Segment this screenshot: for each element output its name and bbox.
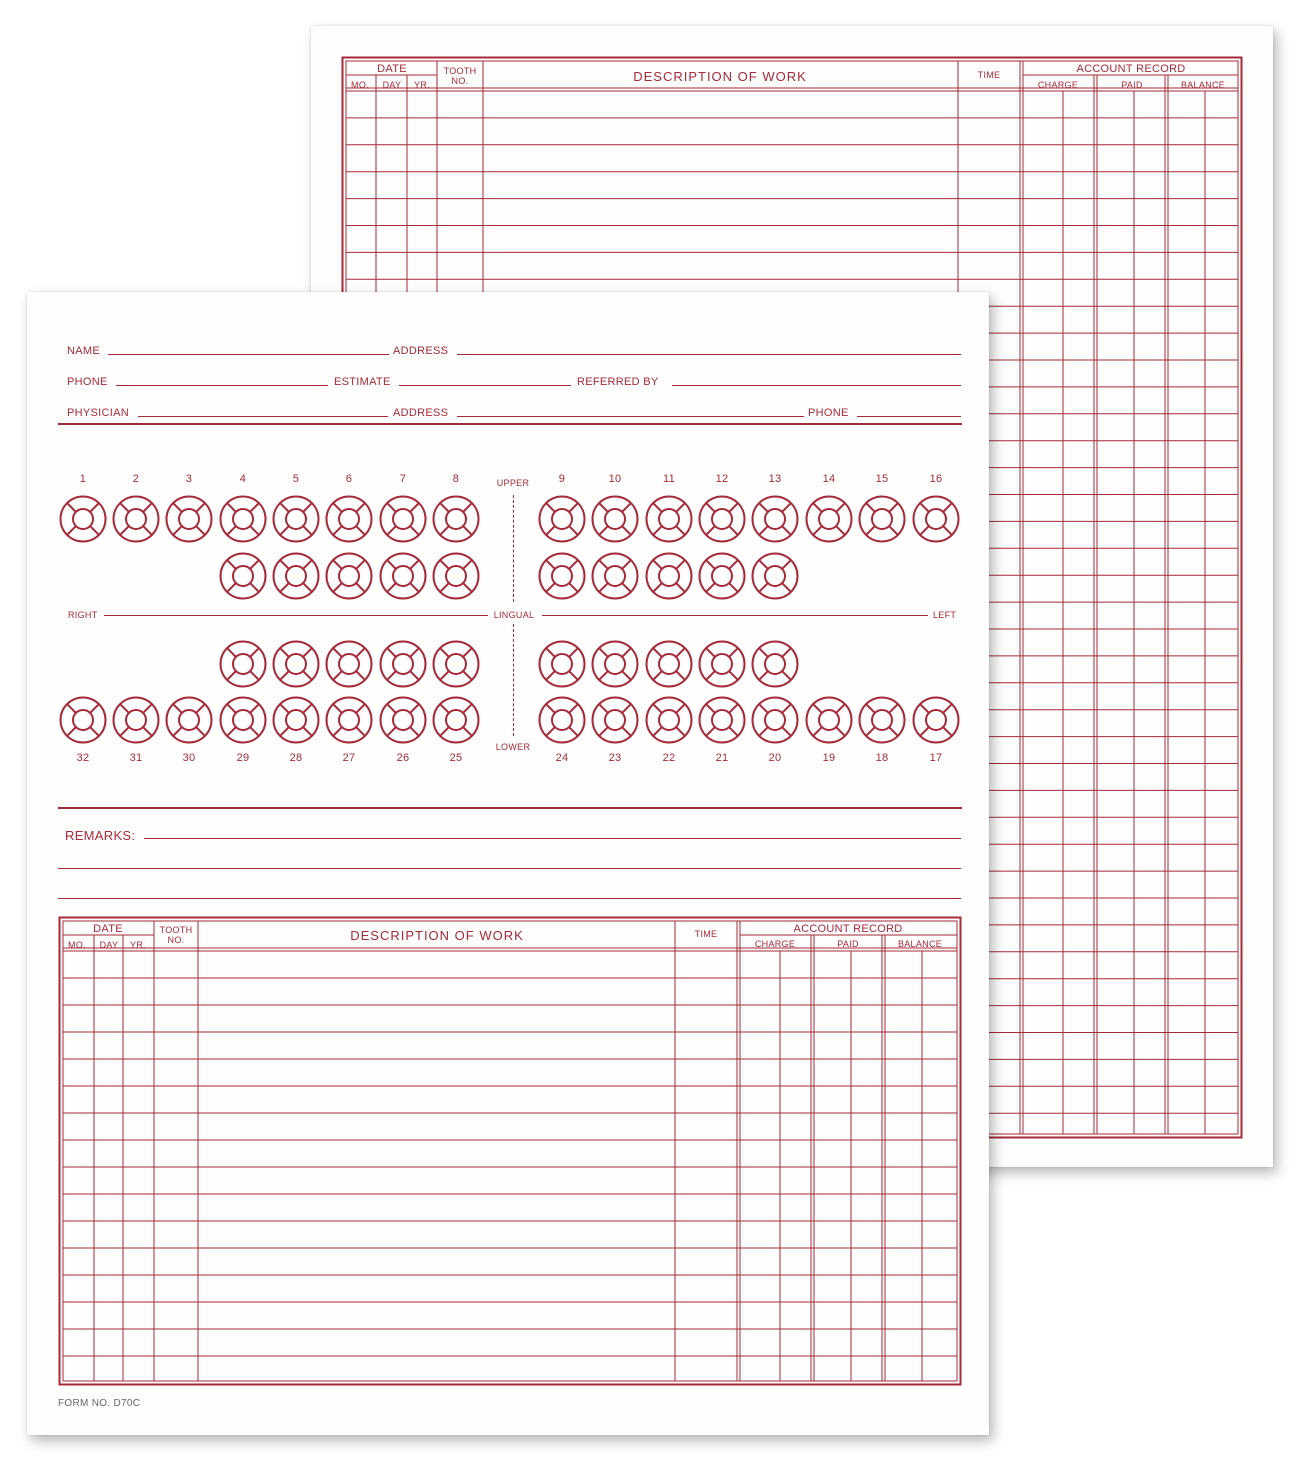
tooth-diagram-upper-inner-6[interactable] bbox=[325, 552, 373, 600]
tooth-number: 30 bbox=[182, 752, 196, 764]
tooth-number: 22 bbox=[662, 752, 676, 764]
tooth-number: 24 bbox=[555, 752, 569, 764]
front-paid-header: PAID bbox=[837, 939, 859, 949]
tooth-diagram-lower-5[interactable] bbox=[272, 696, 320, 744]
tooth-diagram-upper-13[interactable] bbox=[751, 495, 799, 543]
back-description-header: DESCRIPTION OF WORK bbox=[633, 69, 807, 84]
lower-label: LOWER bbox=[495, 742, 531, 752]
tooth-diagram-lower-inner-4[interactable] bbox=[219, 640, 267, 688]
tooth-diagram-lower-14[interactable] bbox=[805, 696, 853, 744]
front-tooth-header: TOOTH bbox=[159, 925, 193, 935]
tooth-number: 21 bbox=[715, 752, 729, 764]
tooth-diagram-upper-9[interactable] bbox=[538, 495, 586, 543]
tooth-diagram-lower-3[interactable] bbox=[165, 696, 213, 744]
tooth-diagram-lower-8[interactable] bbox=[432, 696, 480, 744]
tooth-diagram-upper-2[interactable] bbox=[112, 495, 160, 543]
tooth-diagram-lower-13[interactable] bbox=[751, 696, 799, 744]
tooth-diagram-lower-9[interactable] bbox=[538, 696, 586, 744]
left-guide-line bbox=[542, 615, 928, 616]
tooth-number: 16 bbox=[929, 473, 943, 485]
tooth-number: 18 bbox=[875, 752, 889, 764]
tooth-number: 3 bbox=[185, 473, 193, 485]
remarks-line-1[interactable] bbox=[144, 838, 961, 839]
referred-by-field[interactable] bbox=[672, 385, 961, 386]
tooth-diagram-upper-11[interactable] bbox=[645, 495, 693, 543]
tooth-diagram-upper-inner-13[interactable] bbox=[751, 552, 799, 600]
address-label: ADDRESS bbox=[393, 345, 449, 357]
tooth-number: 20 bbox=[768, 752, 782, 764]
tooth-diagram-lower-15[interactable] bbox=[858, 696, 906, 744]
front-description-header: DESCRIPTION OF WORK bbox=[350, 928, 524, 943]
tooth-number: 19 bbox=[822, 752, 836, 764]
tooth-number: 25 bbox=[449, 752, 463, 764]
front-sheet bbox=[27, 292, 989, 1435]
tooth-diagram-upper-inner-9[interactable] bbox=[538, 552, 586, 600]
physician-address-label: ADDRESS bbox=[393, 407, 449, 419]
tooth-number: 4 bbox=[239, 473, 247, 485]
table-outer-border bbox=[60, 918, 961, 1385]
tooth-diagram-lower-inner-10[interactable] bbox=[591, 640, 639, 688]
tooth-number: 26 bbox=[396, 752, 410, 764]
tooth-number: 1 bbox=[79, 473, 87, 485]
estimate-label: ESTIMATE bbox=[334, 376, 391, 388]
back-paid-header: PAID bbox=[1121, 80, 1143, 90]
tooth-number: 10 bbox=[608, 473, 622, 485]
tooth-diagram-lower-11[interactable] bbox=[645, 696, 693, 744]
front-date-header: DATE bbox=[93, 923, 123, 935]
left-label: LEFT bbox=[933, 610, 957, 620]
tooth-diagram-upper-3[interactable] bbox=[165, 495, 213, 543]
physician-address-field[interactable] bbox=[457, 416, 804, 417]
tooth-diagram-lower-6[interactable] bbox=[325, 696, 373, 744]
tooth-diagram-lower-1[interactable] bbox=[59, 696, 107, 744]
tooth-diagram-lower-7[interactable] bbox=[379, 696, 427, 744]
tooth-diagram-lower-10[interactable] bbox=[591, 696, 639, 744]
tooth-number: 15 bbox=[875, 473, 889, 485]
physician-field[interactable] bbox=[138, 416, 388, 417]
tooth-diagram-lower-inner-5[interactable] bbox=[272, 640, 320, 688]
tooth-number: 17 bbox=[929, 752, 943, 764]
tooth-number: 13 bbox=[768, 473, 782, 485]
tooth-diagram-lower-inner-9[interactable] bbox=[538, 640, 586, 688]
back-time-header: TIME bbox=[977, 70, 1001, 80]
front-time-header: TIME bbox=[694, 929, 718, 939]
remarks-label: REMARKS: bbox=[65, 828, 136, 843]
tooth-diagram-upper-inner-8[interactable] bbox=[432, 552, 480, 600]
referred-by-label: REFERRED BY bbox=[577, 376, 659, 388]
tooth-diagram-upper-7[interactable] bbox=[379, 495, 427, 543]
midline-lower bbox=[513, 624, 514, 736]
tooth-diagram-upper-inner-5[interactable] bbox=[272, 552, 320, 600]
back-day-header: DAY bbox=[382, 80, 402, 90]
tooth-diagram-lower-inner-13[interactable] bbox=[751, 640, 799, 688]
form-number: FORM NO. D70C bbox=[58, 1398, 141, 1409]
back-yr-header: YR. bbox=[414, 80, 430, 90]
physician-label: PHYSICIAN bbox=[67, 407, 129, 419]
remarks-line-2[interactable] bbox=[58, 868, 961, 869]
tooth-diagram-upper-12[interactable] bbox=[698, 495, 746, 543]
front-day-header: DAY bbox=[99, 940, 119, 950]
upper-label: UPPER bbox=[496, 478, 530, 488]
remarks-line-3[interactable] bbox=[58, 898, 961, 899]
front-work-table bbox=[58, 916, 962, 1386]
back-tooth-no-header: NO. bbox=[451, 76, 469, 86]
front-table-lines bbox=[58, 916, 962, 1386]
tooth-number: 14 bbox=[822, 473, 836, 485]
tooth-diagram-upper-inner-7[interactable] bbox=[379, 552, 427, 600]
tooth-number: 23 bbox=[608, 752, 622, 764]
tooth-number: 7 bbox=[399, 473, 407, 485]
tooth-diagram-lower-inner-8[interactable] bbox=[432, 640, 480, 688]
back-date-header: DATE bbox=[377, 63, 407, 75]
tooth-diagram-lower-2[interactable] bbox=[112, 696, 160, 744]
tooth-diagram-upper-16[interactable] bbox=[912, 495, 960, 543]
tooth-number: 8 bbox=[452, 473, 460, 485]
tooth-number: 31 bbox=[129, 752, 143, 764]
tooth-diagram-upper-inner-4[interactable] bbox=[219, 552, 267, 600]
tooth-number: 5 bbox=[292, 473, 300, 485]
tooth-diagram-upper-inner-12[interactable] bbox=[698, 552, 746, 600]
tooth-diagram-upper-1[interactable] bbox=[59, 495, 107, 543]
back-balance-header: BALANCE bbox=[1180, 80, 1226, 90]
lingual-label: LINGUAL bbox=[493, 610, 535, 620]
tooth-diagram-lower-12[interactable] bbox=[698, 696, 746, 744]
midline-upper bbox=[513, 495, 514, 602]
back-charge-header: CHARGE bbox=[1037, 80, 1079, 90]
front-tooth-no-header: NO. bbox=[167, 935, 185, 945]
tooth-diagram-upper-inner-10[interactable] bbox=[591, 552, 639, 600]
phone-label: PHONE bbox=[67, 376, 108, 388]
front-account-record-header: ACCOUNT RECORD bbox=[793, 923, 903, 935]
tooth-diagram-upper-8[interactable] bbox=[432, 495, 480, 543]
tooth-number: 27 bbox=[342, 752, 356, 764]
tooth-diagram-upper-14[interactable] bbox=[805, 495, 853, 543]
back-mo-header: MO. bbox=[351, 80, 369, 90]
tooth-diagram-lower-inner-11[interactable] bbox=[645, 640, 693, 688]
info-separator-line bbox=[58, 423, 962, 425]
back-tooth-header: TOOTH bbox=[443, 66, 477, 76]
tooth-diagram-lower-4[interactable] bbox=[219, 696, 267, 744]
right-guide-line bbox=[104, 615, 488, 616]
estimate-field[interactable] bbox=[399, 385, 571, 386]
tooth-diagram-upper-10[interactable] bbox=[591, 495, 639, 543]
tooth-number: 11 bbox=[662, 473, 676, 485]
name-label: NAME bbox=[67, 345, 100, 357]
tooth-diagram-upper-inner-11[interactable] bbox=[645, 552, 693, 600]
remarks-top-rule bbox=[58, 807, 962, 809]
back-account-record-header: ACCOUNT RECORD bbox=[1076, 63, 1186, 75]
tooth-number: 9 bbox=[558, 473, 566, 485]
physician-phone-label: PHONE bbox=[808, 407, 849, 419]
physician-phone-field[interactable] bbox=[857, 416, 961, 417]
tooth-diagram-upper-5[interactable] bbox=[272, 495, 320, 543]
tooth-diagram-upper-4[interactable] bbox=[219, 495, 267, 543]
front-yr-header: YR. bbox=[130, 940, 146, 950]
tooth-number: 2 bbox=[132, 473, 140, 485]
phone-field[interactable] bbox=[116, 385, 328, 386]
tooth-diagram-lower-16[interactable] bbox=[912, 696, 960, 744]
table-inner-border bbox=[63, 921, 957, 1381]
tooth-number: 6 bbox=[345, 473, 353, 485]
tooth-diagram-upper-6[interactable] bbox=[325, 495, 373, 543]
address-field[interactable] bbox=[457, 354, 961, 355]
tooth-diagram-lower-inner-6[interactable] bbox=[325, 640, 373, 688]
tooth-number: 32 bbox=[76, 752, 90, 764]
tooth-number: 29 bbox=[236, 752, 250, 764]
front-balance-header: BALANCE bbox=[897, 939, 943, 949]
name-field[interactable] bbox=[108, 354, 389, 355]
right-label: RIGHT bbox=[68, 610, 98, 620]
tooth-number: 28 bbox=[289, 752, 303, 764]
tooth-diagram-upper-15[interactable] bbox=[858, 495, 906, 543]
front-charge-header: CHARGE bbox=[754, 939, 796, 949]
tooth-number: 12 bbox=[715, 473, 729, 485]
tooth-diagram-lower-inner-12[interactable] bbox=[698, 640, 746, 688]
front-mo-header: MO. bbox=[68, 940, 86, 950]
tooth-diagram-lower-inner-7[interactable] bbox=[379, 640, 427, 688]
